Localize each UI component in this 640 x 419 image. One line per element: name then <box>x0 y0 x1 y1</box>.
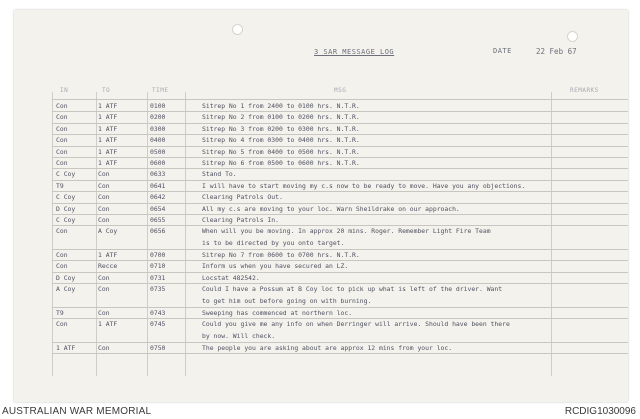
cell-from: A Coy <box>56 285 76 294</box>
date-label: DATE <box>493 47 512 55</box>
cell-to: Con <box>98 308 110 317</box>
cell-message: Inform us when you have secured an LZ. <box>202 262 349 271</box>
column-headers <box>14 87 628 99</box>
cell-from: C Coy <box>56 193 76 202</box>
cell-time: 0735 <box>150 285 166 294</box>
cell-message: Stand To. <box>202 170 237 179</box>
cell-from: Con <box>56 227 68 236</box>
cell-to: 1 ATF <box>98 159 118 167</box>
cell-time: 0731 <box>150 273 166 282</box>
cell-to: 1 ATF <box>98 102 118 110</box>
cell-to: A Coy <box>98 227 118 236</box>
cell-message: Sitrep No 3 from 0200 to 0300 hrs. N.T.R. <box>202 124 360 133</box>
cell-to: Con <box>98 204 110 213</box>
cell-time: 0745 <box>150 320 166 329</box>
cell-time: 0600 <box>150 159 166 167</box>
cell-to: 1 ATF <box>98 113 118 122</box>
cell-time: 0100 <box>150 102 166 110</box>
cell-time: 0200 <box>150 113 166 122</box>
column-header-msg: MSG <box>334 87 347 94</box>
cell-to: 1 ATF <box>98 124 118 133</box>
cell-time: 0654 <box>150 204 166 213</box>
cell-time: 0633 <box>150 170 166 179</box>
cell-message: Clearing Patrols In. <box>202 216 279 224</box>
cell-time: 0500 <box>150 147 166 156</box>
cell-message: Sitrep No 6 from 0500 to 0600 hrs. N.T.R. <box>202 159 360 167</box>
cell-from: T9 <box>56 181 64 190</box>
table-row <box>52 225 628 250</box>
footer-reference: RCDIG1030096 <box>564 406 636 417</box>
cell-from: D Coy <box>56 273 76 282</box>
document-sheet <box>14 10 628 402</box>
punch-hole <box>232 24 243 35</box>
cell-message: I will have to start moving my c.s now to be ready to move. Have you any objections. <box>202 181 526 190</box>
cell-time: 0700 <box>150 251 166 259</box>
cell-time: 0743 <box>150 308 166 317</box>
cell-time: 0300 <box>150 124 166 133</box>
cell-from: Con <box>56 262 68 271</box>
cell-message-continued: to get him out before going on with burning. <box>202 296 372 305</box>
cell-message: Sweeping has commenced at northern loc. <box>202 308 353 317</box>
cell-message: Could I have a Possum at B Coy loc to pick up what is left of the driver. Want <box>202 285 503 294</box>
cell-to: Con <box>98 170 110 179</box>
cell-time: 0655 <box>150 216 166 224</box>
column-header-to: TO <box>102 87 111 94</box>
cell-message-continued: is to be directed by you onto target. <box>202 238 345 247</box>
cell-to: Recce <box>98 262 118 271</box>
cell-from: Con <box>56 124 68 133</box>
cell-from: Con <box>56 159 68 167</box>
column-header-time: TIME <box>152 87 169 94</box>
document-title: 3 SAR MESSAGE LOG <box>314 48 395 56</box>
cell-message: Sitrep No 1 from 2400 to 0100 hrs. N.T.R. <box>202 102 360 110</box>
date-value: 22 Feb 67 <box>536 47 577 56</box>
cell-to: Con <box>98 273 110 282</box>
cell-from: Con <box>56 113 68 122</box>
cell-from: D Coy <box>56 204 76 213</box>
cell-from: Con <box>56 320 68 329</box>
cell-to: Con <box>98 343 110 352</box>
cell-message: The people you are asking about are approx 12 mins from your loc. <box>202 343 453 352</box>
cell-message: Locstat 482542. <box>202 273 260 282</box>
punch-hole <box>567 31 578 42</box>
cell-message: Sitrep No 4 from 0300 to 0400 hrs. N.T.R. <box>202 136 360 145</box>
cell-from: 1 ATF <box>56 343 76 352</box>
cell-to: 1 ATF <box>98 147 118 156</box>
table-row <box>52 283 628 308</box>
cell-message: Could you give me any info on when Derringer will arrive. Should have been there <box>202 320 510 329</box>
cell-message: Sitrep No 5 from 0400 to 0500 hrs. N.T.R. <box>202 147 360 156</box>
cell-from: T9 <box>56 308 64 317</box>
cell-time: 0750 <box>150 343 166 352</box>
column-header-remarks: REMARKS <box>570 87 599 94</box>
cell-from: Con <box>56 251 68 259</box>
cell-message: All my c.s are moving to your loc. Warn Sheildrake on our approach. <box>202 204 460 213</box>
cell-time: 0641 <box>150 181 166 190</box>
cell-to: Con <box>98 193 110 202</box>
footer-credit: AUSTRALIAN WAR MEMORIAL <box>2 406 152 417</box>
cell-message: When will you be moving. In approx 20 mins. Roger. Remember Light Fire Team <box>202 227 491 236</box>
cell-to: 1 ATF <box>98 320 118 329</box>
cell-time: 0400 <box>150 136 166 145</box>
cell-from: Con <box>56 102 68 110</box>
footer-bar <box>0 405 640 419</box>
cell-from: C Coy <box>56 216 76 224</box>
cell-from: C Coy <box>56 170 76 179</box>
cell-message: Sitrep No 7 from 0600 to 0700 hrs. N.T.R. <box>202 251 360 259</box>
cell-time: 0656 <box>150 227 166 236</box>
cell-to: Con <box>98 216 110 224</box>
cell-to: Con <box>98 181 110 190</box>
cell-time: 0642 <box>150 193 166 202</box>
cell-to: 1 ATF <box>98 251 118 259</box>
column-header-in: IN <box>60 87 69 94</box>
cell-to: Con <box>98 285 110 294</box>
cell-from: Con <box>56 147 68 156</box>
cell-message: Clearing Patrols Out. <box>202 193 283 202</box>
cell-message-continued: by now. Will check. <box>202 331 276 340</box>
cell-from: Con <box>56 136 68 145</box>
table-row <box>52 318 628 343</box>
cell-message: Sitrep No 2 from 0100 to 0200 hrs. N.T.R. <box>202 113 360 122</box>
cell-to: 1 ATF <box>98 136 118 145</box>
table-row <box>52 342 628 354</box>
cell-time: 0710 <box>150 262 166 271</box>
